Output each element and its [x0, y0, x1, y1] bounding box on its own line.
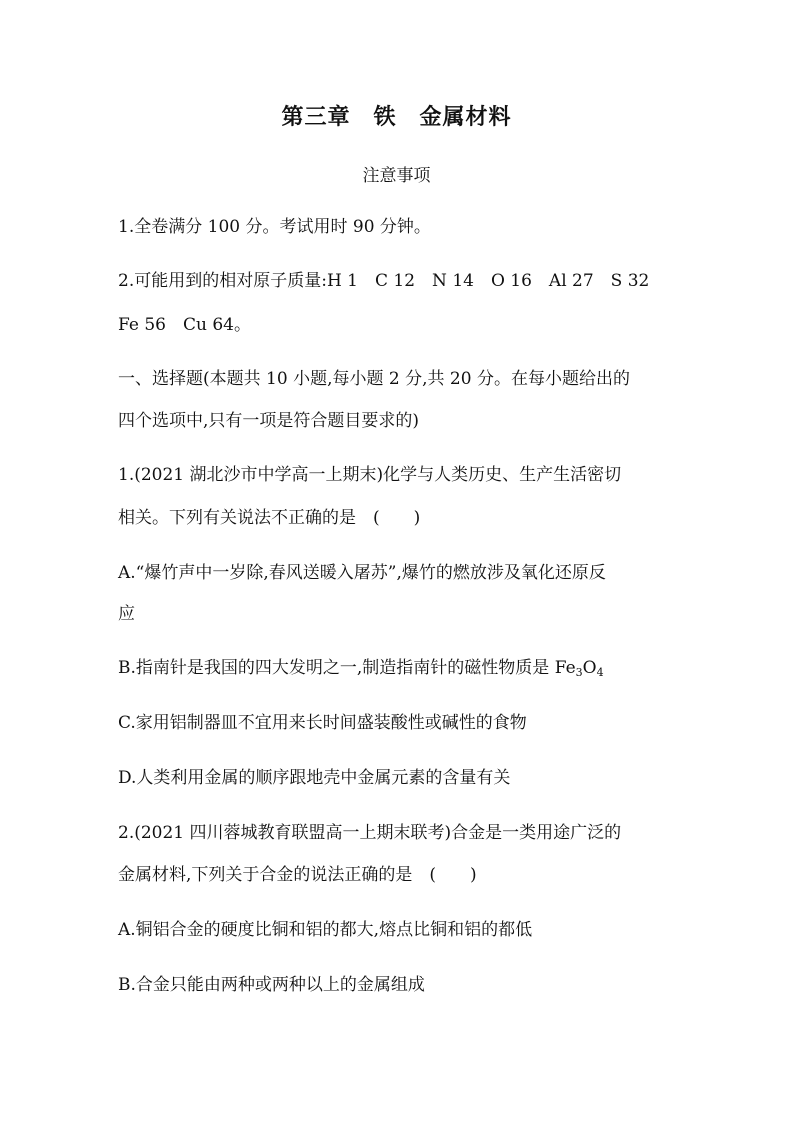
note-line: Fe 56 Cu 64。 — [118, 315, 251, 335]
question-2-stem: 金属材料,下列关于合金的说法正确的是 ( ) — [118, 865, 477, 885]
q1-option-b-text: B.指南针是我国的四大发明之一,制造指南针的磁性物质是 Fe — [118, 658, 576, 678]
question-2-stem: 2.(2021 四川蓉城教育联盟高一上期末联考)合金是一类用途广泛的 — [118, 823, 622, 843]
section-heading-line: 四个选项中,只有一项是符合题目要求的) — [118, 411, 420, 431]
q1-option-a: A.“爆竹声中一岁除,春风送暖入屠苏”,爆竹的燃放涉及氧化还原反 — [118, 563, 606, 583]
q1-option-b — [118, 657, 604, 684]
section-heading-line: 一、选择题(本题共 10 小题,每小题 2 分,共 20 分。在每小题给出的 — [118, 369, 630, 389]
note-line: 2.可能用到的相对原子质量:H 1 C 12 N 14 O 16 Al 27 S 32 — [118, 271, 650, 291]
chapter-title: 第三章 铁 金属材料 — [281, 105, 512, 130]
q1-option-d: D.人类利用金属的顺序跟地壳中金属元素的含量有关 — [118, 768, 511, 788]
q1-option-a: 应 — [118, 604, 135, 624]
q2-option-b: B.合金只能由两种或两种以上的金属组成 — [118, 975, 425, 995]
notice-heading: 注意事项 — [362, 166, 431, 186]
question-1-stem: 1.(2021 湖北沙市中学高一上期末)化学与人类历史、生产生活密切 — [118, 465, 622, 485]
subscript: 3 — [575, 666, 583, 679]
q2-option-a: A.铜铝合金的硬度比铜和铝的都大,熔点比铜和铝的都低 — [118, 920, 533, 940]
note-line: 1.全卷满分 100 分。考试用时 90 分钟。 — [118, 217, 431, 237]
q1-option-c: C.家用铝制器皿不宜用来长时间盛装酸性或碱性的食物 — [118, 713, 527, 733]
subscript: 4 — [596, 666, 604, 679]
q1-option-b-o: O — [582, 658, 597, 678]
question-1-stem: 相关。下列有关说法不正确的是 ( ) — [118, 508, 421, 528]
